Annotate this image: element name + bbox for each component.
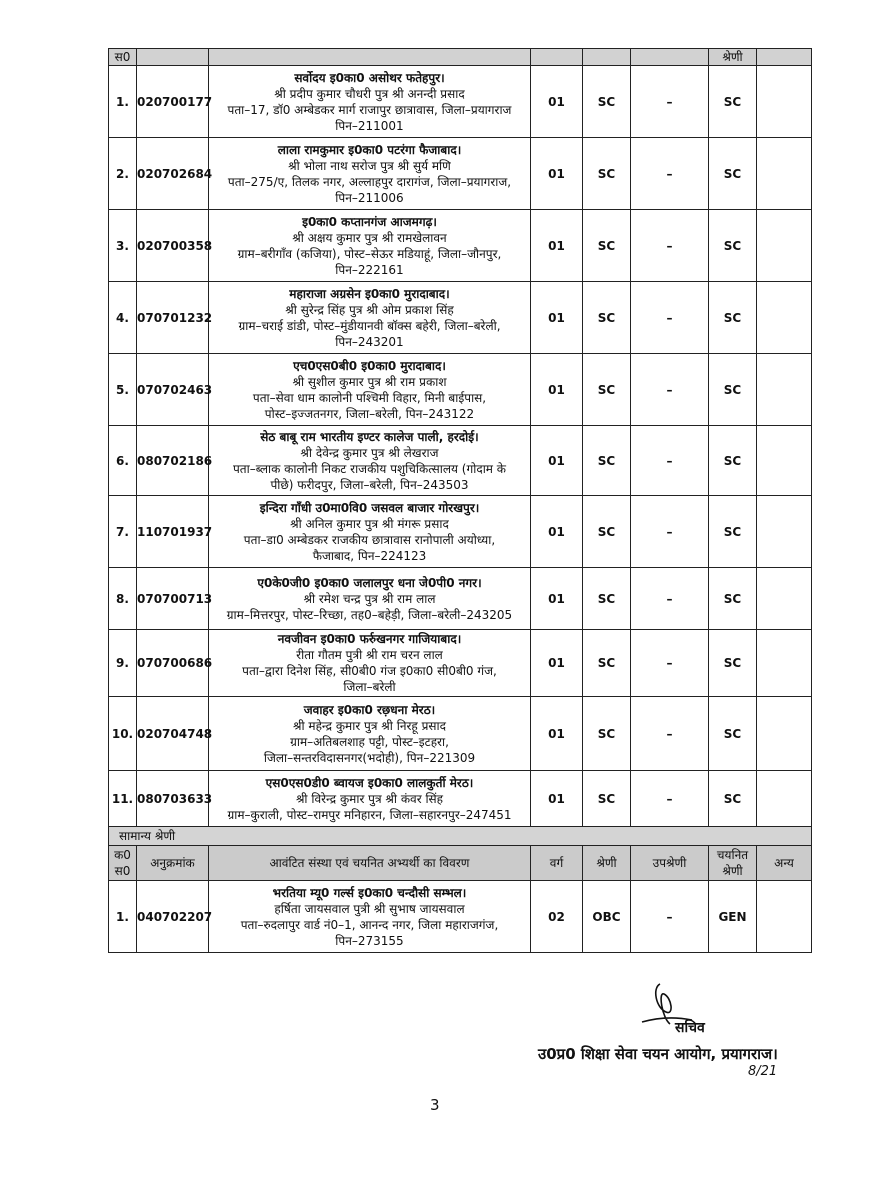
selected-category-value: SC — [709, 697, 757, 771]
table-row — [109, 210, 812, 282]
allocation-details — [209, 630, 531, 697]
candidate-address: पता–रुदलापुर वार्ड नं0–1, आनन्द नगर, जिला महाराजगंज, — [240, 917, 499, 932]
candidate-pin: पिन–211006 — [335, 190, 404, 205]
serial-number: 2. — [109, 138, 137, 210]
roll-number: 020704748 — [137, 697, 209, 771]
allocation-details — [209, 66, 531, 138]
candidate-address: ग्राम–अतिबलशाह पट्टी, पोस्ट–इटहरा, — [290, 734, 449, 749]
subcategory-value: – — [631, 66, 709, 138]
subcategory-value: – — [631, 138, 709, 210]
subcategory-value: – — [631, 697, 709, 771]
serial-number: 6. — [109, 426, 137, 496]
table-row — [109, 282, 812, 354]
selected-category-value: SC — [709, 66, 757, 138]
subcategory-value: – — [631, 881, 709, 953]
category-value: SC — [583, 354, 631, 426]
allocation-details — [209, 282, 531, 354]
other-value — [757, 697, 812, 771]
selected-category-value: SC — [709, 630, 757, 697]
institution-name: इन्दिरा गाँधी उ0मा0वि0 जसवल बाजार गोरखपुर। — [259, 500, 480, 515]
table-row — [109, 426, 812, 496]
allocation-details — [209, 568, 531, 630]
varg-value: 01 — [531, 630, 583, 697]
varg-value: 01 — [531, 66, 583, 138]
allocation-details — [209, 771, 531, 827]
other-value — [757, 568, 812, 630]
candidate-pin: पिन–273155 — [335, 933, 404, 948]
category-header: श्रेणी — [709, 49, 757, 66]
other-value — [757, 771, 812, 827]
other-value — [757, 881, 812, 953]
column-header: अन्य — [757, 846, 812, 881]
other-value — [757, 210, 812, 282]
allocation-details — [209, 496, 531, 568]
column-header: क0 स0 — [109, 846, 137, 881]
candidate-name: श्री रमेश चन्द्र पुत्र श्री राम लाल — [303, 591, 436, 606]
subcategory-value: – — [631, 210, 709, 282]
table-row — [109, 496, 812, 568]
selected-category-value: SC — [709, 426, 757, 496]
category-value: SC — [583, 496, 631, 568]
candidate-address: ग्राम–चराई डांडी, पोस्ट–मुंडीयानवी बॉक्स बहेरी, जिला–बरेली, — [238, 318, 501, 333]
selected-category-value: SC — [709, 354, 757, 426]
office-name: उ0प्र0 शिक्षा सेवा चयन आयोग, प्रयागराज। — [538, 1045, 778, 1063]
serial-number: 1. — [109, 66, 137, 138]
table-row — [109, 771, 812, 827]
varg-value: 01 — [531, 697, 583, 771]
column-header: आवंटित संस्था एवं चयनित अभ्यर्थी का विवरण — [209, 846, 531, 881]
category-value: SC — [583, 771, 631, 827]
serial-number: 7. — [109, 496, 137, 568]
section-title-row — [109, 827, 812, 846]
column-header: श्रेणी — [583, 846, 631, 881]
selected-category-value: SC — [709, 210, 757, 282]
varg-value: 01 — [531, 210, 583, 282]
table-row — [109, 138, 812, 210]
subcategory-value: – — [631, 496, 709, 568]
general-column-headers — [109, 846, 812, 881]
selected-category-value: SC — [709, 771, 757, 827]
institution-name: एस0एस0डी0 ब्वायज इ0का0 लालकुर्ती मेरठ। — [265, 775, 474, 790]
candidate-address: पता–डा0 अम्बेडकर राजकीय छात्रावास रानोपाली अयोध्या, — [243, 532, 496, 547]
column-header: चयनित श्रेणी — [709, 846, 757, 881]
serial-number: 3. — [109, 210, 137, 282]
candidate-address: पता–द्वारा दिनेश सिंह, सी0बी0 गंज इ0का0 सी0बी0 गंज, — [242, 664, 497, 678]
candidate-pin: फैजाबाद, पिन–224123 — [312, 548, 427, 563]
allocation-details — [209, 697, 531, 771]
category-value: SC — [583, 568, 631, 630]
roll-number: 040702207 — [137, 881, 209, 953]
column-header: वर्ग — [531, 846, 583, 881]
varg-value: 01 — [531, 354, 583, 426]
table-row — [109, 630, 812, 697]
handwritten-initial: 8/21 — [748, 1064, 778, 1079]
table-row — [109, 697, 812, 771]
institution-name: सेठ बाबू राम भारतीय इण्टर कालेज पाली, हरदोई। — [260, 429, 479, 444]
varg-value: 01 — [531, 496, 583, 568]
serial-number: 4. — [109, 282, 137, 354]
other-value — [757, 496, 812, 568]
subcategory-value: – — [631, 771, 709, 827]
varg-value: 01 — [531, 771, 583, 827]
varg-value: 01 — [531, 426, 583, 496]
serial-number: 5. — [109, 354, 137, 426]
results-table — [108, 48, 812, 953]
table-row — [109, 568, 812, 630]
candidate-address: पता–ब्लाक कालोनी निकट राजकीय पशुचिकित्सालय (गोदाम के — [232, 461, 507, 476]
category-value: SC — [583, 697, 631, 771]
varg-value: 01 — [531, 138, 583, 210]
institution-name: भरतिया म्यू0 गर्ल्स इ0का0 चन्दौसी सम्भल। — [272, 885, 467, 900]
serial-header: स0 — [109, 49, 137, 66]
institution-name: सर्वोदय इ0का0 असोथर फतेहपुर। — [294, 70, 445, 85]
institution-name: ए0के0जी0 इ0का0 जलालपुर धना जे0पी0 नगर। — [257, 575, 482, 590]
institution-name: जवाहर इ0का0 रछ़धना मेरठ। — [303, 702, 436, 717]
candidate-pin: पिन–211001 — [335, 118, 404, 133]
allocation-details — [209, 354, 531, 426]
candidate-pin: पिन–243201 — [335, 334, 404, 349]
table-row — [109, 354, 812, 426]
candidate-name: श्री विरेन्द्र कुमार पुत्र श्री कंवर सिंह — [295, 791, 444, 806]
selected-category-value: GEN — [709, 881, 757, 953]
serial-number: 10. — [109, 697, 137, 771]
category-value: OBC — [583, 881, 631, 953]
candidate-address: ग्राम–बरीगाँव (कजिया), पोस्ट–सेऊर मडियाहूं, जिला–जौनपुर, — [237, 246, 502, 261]
candidate-address: ग्राम–मित्तरपुर, पोस्ट–रिच्छा, तह0–बहेड़ी, जिला–बरेली–243205 — [226, 607, 513, 622]
subcategory-value: – — [631, 282, 709, 354]
candidate-name: रीता गौतम पुत्री श्री राम चरन लाल — [296, 648, 443, 662]
category-value: SC — [583, 282, 631, 354]
varg-value: 02 — [531, 881, 583, 953]
column-header: अनुक्रमांक — [137, 846, 209, 881]
selected-category-value: SC — [709, 138, 757, 210]
category-value: SC — [583, 66, 631, 138]
other-value — [757, 282, 812, 354]
allocation-details — [209, 881, 531, 953]
candidate-address: पता–सेवा धाम कालोनी पश्चिमी विहार, मिनी बाईपास, — [252, 390, 487, 405]
allocation-details — [209, 210, 531, 282]
category-value: SC — [583, 426, 631, 496]
selected-category-value: SC — [709, 568, 757, 630]
candidate-name: हर्षिता जायसवाल पुत्री श्री सुभाष जायसवाल — [274, 901, 465, 916]
candidate-name: श्री महेन्द्र कुमार पुत्र श्री निरहू प्रसाद — [292, 718, 447, 733]
allocation-details — [209, 138, 531, 210]
column-header: उपश्रेणी — [631, 846, 709, 881]
roll-number: 080703633 — [137, 771, 209, 827]
other-value — [757, 138, 812, 210]
category-value: SC — [583, 138, 631, 210]
varg-value: 01 — [531, 568, 583, 630]
other-value — [757, 354, 812, 426]
roll-number: 070700713 — [137, 568, 209, 630]
subcategory-value: – — [631, 568, 709, 630]
candidate-address: ग्राम–कुराली, पोस्ट–रामपुर मनिहारन, जिला–सहारनपुर–247451 — [227, 807, 512, 822]
candidate-name: श्री अक्षय कुमार पुत्र श्री रामखेलावन — [292, 230, 447, 245]
roll-number: 080702186 — [137, 426, 209, 496]
table-row — [109, 66, 812, 138]
general-section-title: सामान्य श्रेणी — [109, 827, 812, 846]
candidate-name: श्री देवेन्द्र कुमार पुत्र श्री लेखराज — [300, 445, 439, 460]
table-row — [109, 881, 812, 953]
varg-value: 01 — [531, 282, 583, 354]
institution-name: लाला रामकुमार इ0का0 पटरंगा फैजाबाद। — [277, 142, 462, 157]
candidate-name: श्री प्रदीप कुमार चौधरी पुत्र श्री अनन्दी प्रसाद — [274, 86, 465, 101]
selected-category-value: SC — [709, 282, 757, 354]
candidate-pin: पीछे) फरीदपुर, जिला–बरेली, पिन–243503 — [270, 477, 469, 492]
candidate-name: श्री सुशील कुमार पुत्र श्री राम प्रकाश — [292, 374, 447, 389]
other-value — [757, 630, 812, 697]
category-value: SC — [583, 210, 631, 282]
serial-number: 11. — [109, 771, 137, 827]
page-number: 3 — [430, 1096, 440, 1114]
selected-category-value: SC — [709, 496, 757, 568]
institution-name: इ0का0 कप्तानगंज आजमगढ़। — [302, 214, 437, 229]
institution-name: नवजीवन इ0का0 फर्रुखनगर गाजियाबाद। — [277, 632, 462, 646]
candidate-pin: जिला–बरेली — [343, 680, 396, 694]
roll-number: 070701232 — [137, 282, 209, 354]
other-value — [757, 66, 812, 138]
roll-number: 020700358 — [137, 210, 209, 282]
candidate-address: पता–17, डॉ0 अम्बेडकर मार्ग राजापुर छात्रावास, जिला–प्रयागराज — [227, 102, 512, 117]
subcategory-value: – — [631, 630, 709, 697]
allocation-details — [209, 426, 531, 496]
candidate-name: श्री अनिल कुमार पुत्र श्री मंगरू प्रसाद — [290, 516, 449, 531]
roll-number: 070700686 — [137, 630, 209, 697]
candidate-address: पता–275/ए, तिलक नगर, अल्लाहपुर दारागंज, जिला–प्रयागराज, — [227, 174, 512, 189]
candidate-name: श्री सुरेन्द्र सिंह पुत्र श्री ओम प्रकाश सिंह — [285, 302, 454, 317]
category-value: SC — [583, 630, 631, 697]
subcategory-value: – — [631, 426, 709, 496]
roll-number: 020700177 — [137, 66, 209, 138]
other-value — [757, 426, 812, 496]
roll-number: 110701937 — [137, 496, 209, 568]
roll-number: 070702463 — [137, 354, 209, 426]
subcategory-value: – — [631, 354, 709, 426]
candidate-pin: जिला–सन्तरविदासनगर(भदोही), पिन–221309 — [263, 750, 476, 765]
institution-name: महाराजा अग्रसेन इ0का0 मुरादाबाद। — [289, 286, 450, 301]
candidate-pin: पोस्ट–इज्जतनगर, जिला–बरेली, पिन–243122 — [264, 406, 475, 421]
table-header-strip — [109, 49, 812, 66]
serial-number: 9. — [109, 630, 137, 697]
serial-number: 8. — [109, 568, 137, 630]
signatory-title: सचिव — [675, 1020, 705, 1036]
institution-name: एच0एस0बी0 इ0का0 मुरादाबाद। — [293, 358, 446, 373]
roll-number: 020702684 — [137, 138, 209, 210]
candidate-name: श्री भोला नाथ सरोज पुत्र श्री सुर्य मणि — [288, 158, 451, 173]
serial-number: 1. — [109, 881, 137, 953]
candidate-pin: पिन–222161 — [335, 262, 404, 277]
